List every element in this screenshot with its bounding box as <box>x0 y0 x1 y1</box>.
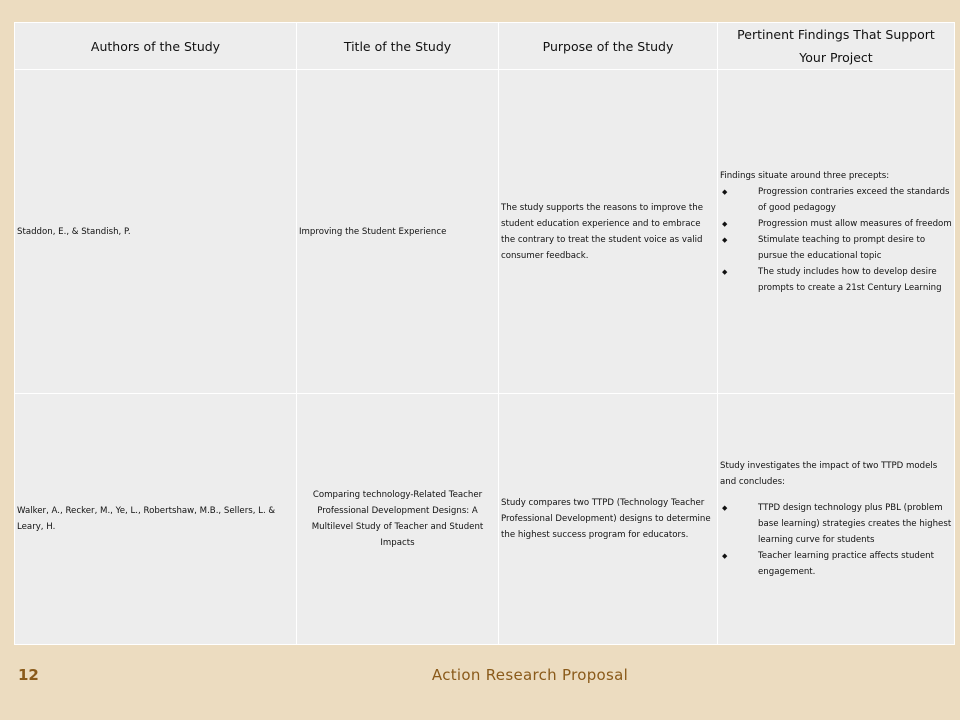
finding-text: Progression must allow measures of freedom <box>758 218 952 229</box>
list-item <box>720 232 952 264</box>
list-item <box>720 216 952 232</box>
findings-list <box>720 500 952 580</box>
findings-list <box>720 184 952 296</box>
cell-findings <box>718 70 955 394</box>
table-row <box>15 70 955 394</box>
diamond-bullet-icon: ◆ <box>722 219 728 228</box>
list-item <box>720 548 952 580</box>
cell-findings <box>718 394 955 645</box>
footer-title: Action Research Proposal <box>431 666 629 684</box>
cell-purpose: The study supports the reasons to improve the student education experience and to embrace the contrary to treat the student voice as valid consumer feedback. <box>499 70 718 394</box>
diamond-bullet-icon: ◆ <box>722 267 728 276</box>
finding-text: TTPD design technology plus PBL (problem base learning) strategies creates the highest learning curve for students <box>758 503 952 545</box>
findings-intro: Study investigates the impact of two TTPD models and concludes: <box>720 461 938 487</box>
finding-text: Teacher learning practice affects student engagement. <box>758 551 934 577</box>
diamond-bullet-icon: ◆ <box>722 552 728 560</box>
cell-authors: Staddon, E., & Standish, P. <box>15 70 297 394</box>
spacer <box>720 490 952 500</box>
finding-text: Progression contraries exceed the standards of good pedagogy <box>758 186 950 213</box>
finding-text: Stimulate teaching to prompt desire to pursue the educational topic <box>758 234 926 261</box>
header-purpose: Purpose of the Study <box>499 23 718 70</box>
findings-intro: Findings situate around three precepts: <box>720 170 890 181</box>
page-number: 12 <box>18 666 39 684</box>
diamond-bullet-icon: ◆ <box>722 504 728 512</box>
diamond-bullet-icon: ◆ <box>722 187 728 196</box>
diamond-bullet-icon: ◆ <box>722 235 728 244</box>
list-item <box>720 500 952 548</box>
literature-review-table-container <box>14 22 954 644</box>
cell-purpose: Study compares two TTPD (Technology Teacher Professional Development) designs to determine the highest success program for educators. <box>499 394 718 645</box>
finding-text: The study includes how to develop desire prompts to create a 21st Century Learning <box>758 266 942 293</box>
literature-review-table <box>14 22 955 645</box>
cell-title: Comparing technology-Related Teacher Professional Development Designs: A Multilevel Study of Teacher and Student Impacts <box>297 394 499 645</box>
header-row <box>15 23 955 70</box>
list-item <box>720 264 952 296</box>
header-authors: Authors of the Study <box>15 23 297 70</box>
table-row <box>15 394 955 645</box>
header-title: Title of the Study <box>297 23 499 70</box>
cell-title: Improving the Student Experience <box>297 70 499 394</box>
header-findings: Pertinent Findings That Support Your Project <box>718 23 955 70</box>
cell-authors: Walker, A., Recker, M., Ye, L., Robertshaw, M.B., Sellers, L. & Leary, H. <box>15 394 297 645</box>
list-item <box>720 184 952 216</box>
